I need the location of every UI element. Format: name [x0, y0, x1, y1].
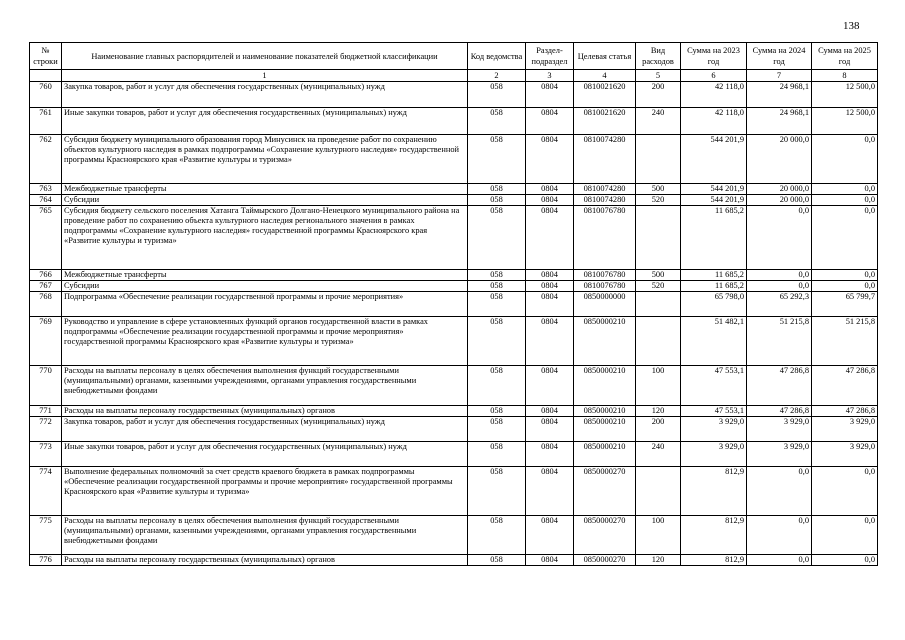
dept-code: 058 — [468, 406, 526, 417]
target-code: 0810076780 — [574, 281, 636, 292]
sum-2025: 0,0 — [812, 184, 878, 195]
col-number: 6 — [681, 70, 747, 82]
sum-2023: 812,9 — [681, 516, 747, 555]
section-code: 0804 — [526, 467, 574, 516]
item-name: Межбюджетные трансферты — [62, 184, 468, 195]
sum-2023: 544 201,9 — [681, 195, 747, 206]
section-code: 0804 — [526, 292, 574, 317]
expense-type: 100 — [636, 516, 681, 555]
header-target: Целевая статья — [574, 43, 636, 70]
col-number: 8 — [812, 70, 878, 82]
col-number: 5 — [636, 70, 681, 82]
table-row — [30, 281, 878, 292]
section-code: 0804 — [526, 135, 574, 184]
section-code: 0804 — [526, 366, 574, 406]
dept-code: 058 — [468, 195, 526, 206]
item-name: Расходы на выплаты персоналу государственных (муниципальных) органов — [62, 555, 468, 566]
row-number: 770 — [30, 366, 62, 406]
target-code: 0810021620 — [574, 82, 636, 108]
sum-2024: 0,0 — [747, 467, 812, 516]
table-row — [30, 406, 878, 417]
header-sum-2025: Сумма на 2025 год — [812, 43, 878, 70]
expense-type: 200 — [636, 82, 681, 108]
row-number: 769 — [30, 317, 62, 366]
sum-2024: 0,0 — [747, 516, 812, 555]
expense-type — [636, 317, 681, 366]
item-name: Иные закупки товаров, работ и услуг для обеспечения государственных (муниципальных) нужд — [62, 442, 468, 467]
header-name: Наименование главных распорядителей и наименование показателей бюджетной классификации — [62, 43, 468, 70]
item-name: Субсидии — [62, 195, 468, 206]
section-code: 0804 — [526, 406, 574, 417]
section-code: 0804 — [526, 270, 574, 281]
sum-2023: 42 118,0 — [681, 108, 747, 135]
dept-code: 058 — [468, 292, 526, 317]
table-row — [30, 555, 878, 566]
expense-type: 120 — [636, 406, 681, 417]
section-code: 0804 — [526, 195, 574, 206]
section-code: 0804 — [526, 417, 574, 442]
item-name: Иные закупки товаров, работ и услуг для обеспечения государственных (муниципальных) нужд — [62, 108, 468, 135]
sum-2025: 3 929,0 — [812, 417, 878, 442]
sum-2024: 51 215,8 — [747, 317, 812, 366]
row-number: 772 — [30, 417, 62, 442]
sum-2023: 11 685,2 — [681, 281, 747, 292]
item-name: Руководство и управление в сфере установленных функций органов государственной власти в рамках подпрограммы «Обеспечение реализации государственной программы и прочие мероприятия» государственной программы Красноярского края «Развитие культуры и туризма» — [62, 317, 468, 366]
sum-2025: 51 215,8 — [812, 317, 878, 366]
sum-2024: 0,0 — [747, 555, 812, 566]
table-row — [30, 317, 878, 366]
dept-code: 058 — [468, 442, 526, 467]
target-code: 0810076780 — [574, 270, 636, 281]
sum-2024: 3 929,0 — [747, 417, 812, 442]
table-row — [30, 366, 878, 406]
target-code: 0810074280 — [574, 184, 636, 195]
sum-2024: 24 968,1 — [747, 82, 812, 108]
dept-code: 058 — [468, 317, 526, 366]
table-row — [30, 206, 878, 270]
page-number: 138 — [843, 20, 860, 32]
expense-type — [636, 292, 681, 317]
item-name: Межбюджетные трансферты — [62, 270, 468, 281]
expense-type: 520 — [636, 195, 681, 206]
table-row — [30, 467, 878, 516]
col-number: 7 — [747, 70, 812, 82]
target-code: 0810021620 — [574, 108, 636, 135]
row-number: 767 — [30, 281, 62, 292]
section-code: 0804 — [526, 555, 574, 566]
sum-2023: 3 929,0 — [681, 442, 747, 467]
dept-code: 058 — [468, 467, 526, 516]
sum-2023: 544 201,9 — [681, 135, 747, 184]
row-number: 773 — [30, 442, 62, 467]
dept-code: 058 — [468, 555, 526, 566]
target-code: 0850000000 — [574, 292, 636, 317]
dept-code: 058 — [468, 82, 526, 108]
target-code: 0850000210 — [574, 406, 636, 417]
header-expense-type: Вид расходов — [636, 43, 681, 70]
section-code: 0804 — [526, 442, 574, 467]
sum-2025: 0,0 — [812, 135, 878, 184]
section-code: 0804 — [526, 108, 574, 135]
table-row — [30, 135, 878, 184]
expense-type — [636, 206, 681, 270]
row-number: 760 — [30, 82, 62, 108]
sum-2025: 47 286,8 — [812, 406, 878, 417]
sum-2025: 0,0 — [812, 467, 878, 516]
expense-type: 500 — [636, 184, 681, 195]
expense-type: 520 — [636, 281, 681, 292]
col-number: 1 — [62, 70, 468, 82]
sum-2023: 47 553,1 — [681, 366, 747, 406]
sum-2023: 51 482,1 — [681, 317, 747, 366]
item-name: Расходы на выплаты персоналу государственных (муниципальных) органов — [62, 406, 468, 417]
column-number-row — [30, 70, 878, 82]
sum-2023: 812,9 — [681, 555, 747, 566]
item-name: Закупка товаров, работ и услуг для обеспечения государственных (муниципальных) нужд — [62, 82, 468, 108]
table-row — [30, 417, 878, 442]
sum-2024: 24 968,1 — [747, 108, 812, 135]
table-row — [30, 195, 878, 206]
sum-2023: 11 685,2 — [681, 206, 747, 270]
table-row — [30, 82, 878, 108]
sum-2024: 3 929,0 — [747, 442, 812, 467]
target-code: 0850000270 — [574, 516, 636, 555]
dept-code: 058 — [468, 366, 526, 406]
sum-2023: 65 798,0 — [681, 292, 747, 317]
target-code: 0850000210 — [574, 417, 636, 442]
dept-code: 058 — [468, 270, 526, 281]
sum-2024: 20 000,0 — [747, 195, 812, 206]
table-header-row — [30, 43, 878, 70]
expense-type: 200 — [636, 417, 681, 442]
table-row — [30, 184, 878, 195]
section-code: 0804 — [526, 516, 574, 555]
expense-type: 240 — [636, 442, 681, 467]
header-dept-code: Код ведомства — [468, 43, 526, 70]
dept-code: 058 — [468, 108, 526, 135]
dept-code: 058 — [468, 281, 526, 292]
dept-code: 058 — [468, 206, 526, 270]
sum-2025: 65 799,7 — [812, 292, 878, 317]
sum-2024: 20 000,0 — [747, 135, 812, 184]
sum-2023: 11 685,2 — [681, 270, 747, 281]
expense-type: 120 — [636, 555, 681, 566]
table-row — [30, 108, 878, 135]
sum-2025: 0,0 — [812, 281, 878, 292]
col-number: 3 — [526, 70, 574, 82]
dept-code: 058 — [468, 135, 526, 184]
sum-2024: 0,0 — [747, 270, 812, 281]
table-row — [30, 270, 878, 281]
item-name: Расходы на выплаты персоналу в целях обеспечения выполнения функций государственными (муниципальными) органами, казенными учреждениями, органами управления государственными внебюджетными фондами — [62, 366, 468, 406]
target-code: 0810074280 — [574, 195, 636, 206]
col-number: 2 — [468, 70, 526, 82]
dept-code: 058 — [468, 184, 526, 195]
item-name: Субсидия бюджету муниципального образования город Минусинск на проведение работ по сохранению объектов культурного наследия в рамках подпрограммы «Сохранение культурного наследия» государственной программы Красноярского края «Развитие культуры и туризма» — [62, 135, 468, 184]
sum-2025: 0,0 — [812, 206, 878, 270]
sum-2025: 12 500,0 — [812, 108, 878, 135]
item-name: Закупка товаров, работ и услуг для обеспечения государственных (муниципальных) нужд — [62, 417, 468, 442]
row-number: 774 — [30, 467, 62, 516]
target-code: 0810076780 — [574, 206, 636, 270]
expense-type — [636, 135, 681, 184]
sum-2023: 544 201,9 — [681, 184, 747, 195]
target-code: 0850000210 — [574, 366, 636, 406]
table-row — [30, 516, 878, 555]
table-row — [30, 442, 878, 467]
col-number: 4 — [574, 70, 636, 82]
item-name: Субсидия бюджету сельского поселения Хатанга Таймырского Долгано-Ненецкого муниципального района на проведение работ по сохранению объекта культурного наследия регионального значения в рамках подпрограммы «Сохранение культурного наследия» государственной программы Красноярского края «Развитие культуры и туризма» — [62, 206, 468, 270]
sum-2025: 3 929,0 — [812, 442, 878, 467]
sum-2025: 0,0 — [812, 270, 878, 281]
row-number: 775 — [30, 516, 62, 555]
sum-2025: 47 286,8 — [812, 366, 878, 406]
sum-2025: 0,0 — [812, 555, 878, 566]
sum-2023: 47 553,1 — [681, 406, 747, 417]
budget-table — [29, 42, 878, 566]
expense-type — [636, 467, 681, 516]
sum-2025: 0,0 — [812, 195, 878, 206]
row-number: 768 — [30, 292, 62, 317]
row-number: 766 — [30, 270, 62, 281]
section-code: 0804 — [526, 317, 574, 366]
sum-2024: 65 292,3 — [747, 292, 812, 317]
sum-2024: 0,0 — [747, 206, 812, 270]
sum-2023: 812,9 — [681, 467, 747, 516]
row-number: 761 — [30, 108, 62, 135]
expense-type: 240 — [636, 108, 681, 135]
item-name: Субсидии — [62, 281, 468, 292]
col-number — [30, 70, 62, 82]
header-row-no: № строки — [30, 43, 62, 70]
header-section: Раздел-подраздел — [526, 43, 574, 70]
expense-type: 500 — [636, 270, 681, 281]
target-code: 0850000270 — [574, 467, 636, 516]
section-code: 0804 — [526, 82, 574, 108]
section-code: 0804 — [526, 281, 574, 292]
sum-2024: 47 286,8 — [747, 366, 812, 406]
item-name: Подпрограмма «Обеспечение реализации государственной программы и прочие мероприятия» — [62, 292, 468, 317]
row-number: 763 — [30, 184, 62, 195]
sum-2024: 47 286,8 — [747, 406, 812, 417]
sum-2024: 20 000,0 — [747, 184, 812, 195]
section-code: 0804 — [526, 206, 574, 270]
target-code: 0850000210 — [574, 442, 636, 467]
row-number: 764 — [30, 195, 62, 206]
dept-code: 058 — [468, 516, 526, 555]
sum-2023: 42 118,0 — [681, 82, 747, 108]
section-code: 0804 — [526, 184, 574, 195]
sum-2025: 12 500,0 — [812, 82, 878, 108]
row-number: 765 — [30, 206, 62, 270]
row-number: 771 — [30, 406, 62, 417]
table-row — [30, 292, 878, 317]
row-number: 776 — [30, 555, 62, 566]
target-code: 0850000210 — [574, 317, 636, 366]
item-name: Расходы на выплаты персоналу в целях обеспечения выполнения функций государственными (муниципальными) органами, казенными учреждениями, органами управления государственными внебюджетными фондами — [62, 516, 468, 555]
sum-2024: 0,0 — [747, 281, 812, 292]
dept-code: 058 — [468, 417, 526, 442]
sum-2023: 3 929,0 — [681, 417, 747, 442]
row-number: 762 — [30, 135, 62, 184]
sum-2025: 0,0 — [812, 516, 878, 555]
item-name: Выполнение федеральных полномочий за счет средств краевого бюджета в рамках подпрограммы «Обеспечение реализации государственной программы и прочие мероприятия» государственной программы Красноярского края «Развитие культуры и туризма» — [62, 467, 468, 516]
header-sum-2024: Сумма на 2024 год — [747, 43, 812, 70]
target-code: 0810074280 — [574, 135, 636, 184]
header-sum-2023: Сумма на 2023 год — [681, 43, 747, 70]
expense-type: 100 — [636, 366, 681, 406]
target-code: 0850000270 — [574, 555, 636, 566]
